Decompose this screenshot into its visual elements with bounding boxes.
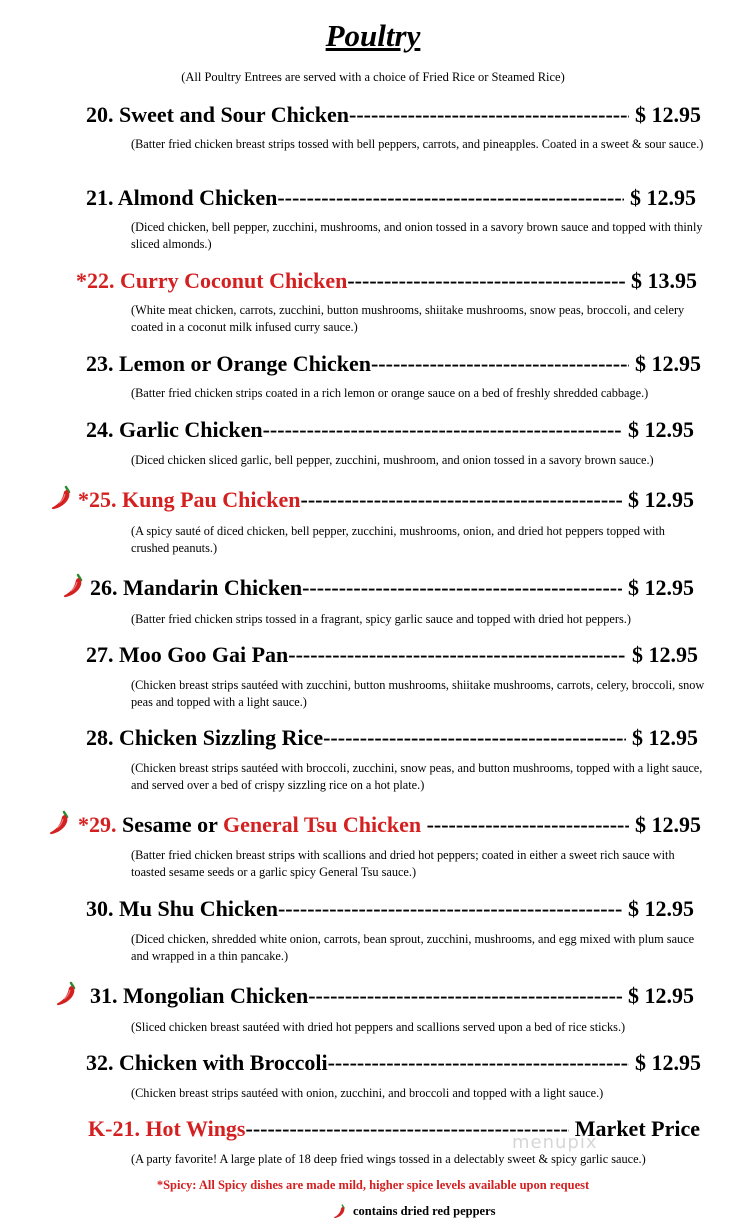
chili-pepper-icon xyxy=(50,484,74,510)
leader-dashes xyxy=(308,984,622,1008)
item-description: (Diced chicken sliced garlic, bell pepper, zucchini, mushroom, and onion tossed in a savory brown sauce.) xyxy=(131,453,654,467)
item-name: 23. Lemon or Orange Chicken xyxy=(86,351,371,376)
leader-dashes xyxy=(427,813,629,837)
item-description: (Diced chicken, shredded white onion, carrots, bean sprout, zucchini, mushrooms, and egg mixed with plum sauce and wrapped in a thin pancake.) xyxy=(131,932,695,963)
leader-dashes xyxy=(288,643,626,667)
leader-dashes xyxy=(301,488,623,512)
leader-dashes xyxy=(277,186,624,210)
item-description: (White meat chicken, carrots, zucchini, button mushrooms, shiitake mushrooms, snow peas, broccoli, and celery coated in a coconut milk infused curry sauce.) xyxy=(131,303,685,334)
item-description: (Chicken breast strips sautéed with broccoli, zucchini, snow peas, and button mushrooms, topped with a light sauce, and served over a bed of crispy sizzling rice on a hot plate.) xyxy=(131,761,703,792)
item-price: $ 12.95 xyxy=(632,642,698,667)
item-name-plain: Sesame or xyxy=(116,812,224,837)
leader-dashes xyxy=(278,897,622,921)
item-name: *25. Kung Pau Chicken xyxy=(78,487,301,512)
page-subtitle: (All Poultry Entrees are served with a choice of Fried Rice or Steamed Rice) xyxy=(181,70,565,84)
item-name: K-21. Hot Wings xyxy=(88,1116,246,1141)
pepper-legend xyxy=(333,1203,496,1219)
item-description: (Diced chicken, bell pepper, zucchini, mushrooms, and onion tossed in a savory brown sauce and topped with thinly sliced almonds.) xyxy=(131,220,703,251)
page-title: Poultry xyxy=(325,18,421,53)
item-price: $ 12.95 xyxy=(635,102,701,127)
item-name: *22. Curry Coconut Chicken xyxy=(76,268,348,293)
item-description: (Batter fried chicken breast strips tossed with bell peppers, carrots, and pineapples. Coated in a sweet & sour sauce.) xyxy=(131,137,704,151)
spicy-note: *Spicy: All Spicy dishes are made mild, higher spice levels available upon request xyxy=(156,1178,590,1192)
item-price: $ 12.95 xyxy=(628,487,694,512)
item-description: (Batter fried chicken breast strips with scallions and dried hot peppers; coated in either a sweet rich sauce with toasted sesame seeds or a garlic spicy General Tsu sauce.) xyxy=(131,848,675,879)
leader-dashes xyxy=(371,352,629,376)
chili-pepper-icon xyxy=(48,809,72,835)
item-description: (A spicy sauté of diced chicken, bell pepper, zucchini, mushrooms, onion, and dried hot peppers topped with crushed peanuts.) xyxy=(131,524,665,555)
item-name: 24. Garlic Chicken xyxy=(86,417,263,442)
item-name: General Tsu Chicken xyxy=(223,812,427,837)
item-description: (Batter fried chicken strips tossed in a fragrant, spicy garlic sauce and topped with dried hot peppers.) xyxy=(131,612,631,626)
chili-pepper-icon xyxy=(62,572,86,598)
item-price: Market Price xyxy=(574,1116,700,1141)
item-name: 27. Moo Goo Gai Pan xyxy=(86,642,289,667)
item-description: (Sliced chicken breast sautéed with dried hot peppers and scallions served upon a bed of rice sticks.) xyxy=(131,1020,626,1034)
legend-text: contains dried red peppers xyxy=(353,1203,496,1218)
chili-pepper-icon xyxy=(55,980,79,1006)
item-price: $ 12.95 xyxy=(628,983,694,1008)
item-name: 26. Mandarin Chicken xyxy=(90,575,303,600)
item-name: 28. Chicken Sizzling Rice xyxy=(86,725,324,750)
item-name: 32. Chicken with Broccoli xyxy=(86,1050,328,1075)
item-name: 31. Mongolian Chicken xyxy=(90,983,309,1008)
item-price: $ 12.95 xyxy=(635,812,701,837)
watermark: menupix xyxy=(512,1132,598,1153)
item-name: 21. Almond Chicken xyxy=(86,185,278,210)
item-name: 20. Sweet and Sour Chicken xyxy=(86,102,350,127)
item-description: (Chicken breast strips sautéed with onion, zucchini, and broccoli and topped with a light sauce.) xyxy=(131,1086,604,1100)
item-description: (Chicken breast strips sautéed with zucchini, button mushrooms, shiitake mushrooms, carrots, celery, broccoli, snow peas and topped with a light sauce.) xyxy=(131,678,705,709)
item-price: $ 12.95 xyxy=(628,896,694,921)
leader-dashes xyxy=(347,269,625,293)
item-description: (A party favorite! A large plate of 18 deep fried wings tossed in a delectably sweet & spicy garlic sauce.) xyxy=(131,1152,646,1166)
item-description: (Batter fried chicken strips coated in a rich lemon or orange sauce on a bed of freshly shredded cabbage.) xyxy=(131,386,649,400)
leader-dashes xyxy=(349,103,629,127)
item-price: $ 12.95 xyxy=(628,417,694,442)
item-price: $ 12.95 xyxy=(632,725,698,750)
item-price: $ 13.95 xyxy=(631,268,697,293)
item-price: $ 12.95 xyxy=(628,575,694,600)
item-price: $ 12.95 xyxy=(635,351,701,376)
leader-dashes xyxy=(328,1051,629,1075)
leader-dashes xyxy=(302,576,622,600)
leader-dashes xyxy=(323,726,626,750)
item-price: $ 12.95 xyxy=(635,1050,701,1075)
item-number: *29. xyxy=(78,812,117,837)
item-name: 30. Mu Shu Chicken xyxy=(86,896,278,921)
chili-pepper-icon xyxy=(333,1203,347,1219)
leader-dashes xyxy=(263,418,622,442)
item-price: $ 12.95 xyxy=(630,185,696,210)
